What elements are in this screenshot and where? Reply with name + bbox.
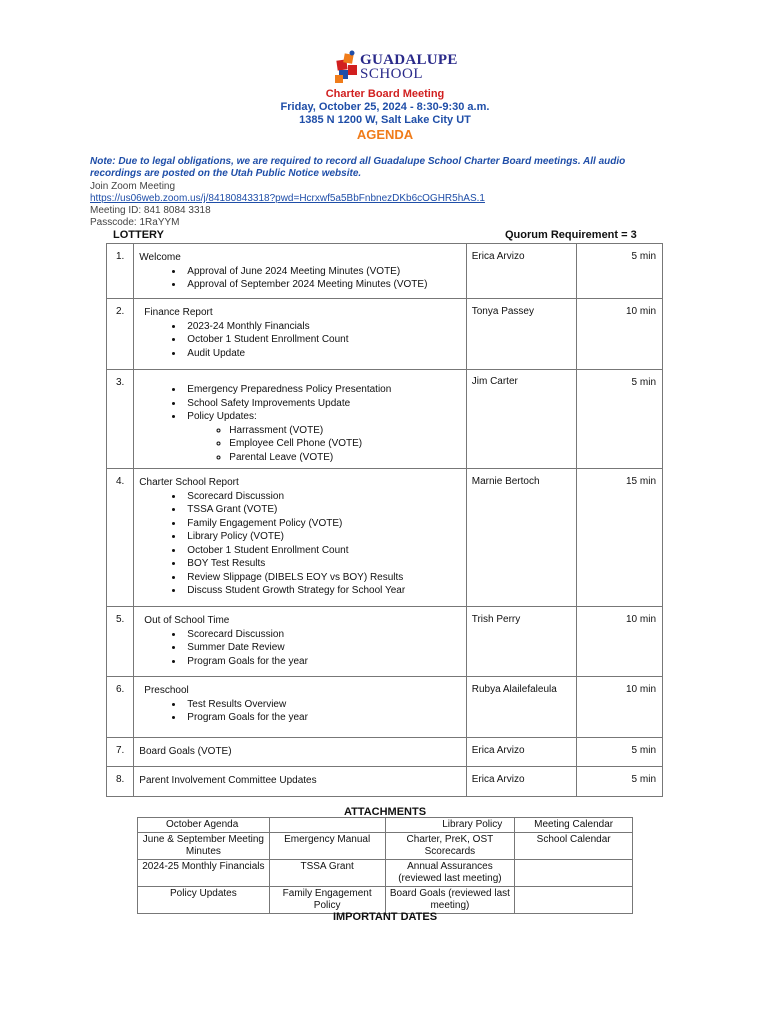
attachment-cell: Meeting Calendar	[515, 818, 633, 833]
agenda-item-number: 1.	[107, 244, 134, 299]
agenda-item-content	[134, 767, 466, 797]
agenda-bullet: • Approval of June 2024 Meeting Minutes (VOTE)	[184, 265, 461, 279]
agenda-sub-bullets	[139, 424, 461, 465]
agenda-item-title: Board Goals (VOTE)	[139, 746, 232, 757]
zoom-join-label: Join Zoom Meeting	[90, 181, 176, 192]
agenda-bullet: • 2023-24 Monthly Financials	[184, 320, 461, 334]
agenda-item-title: Charter School Report	[139, 477, 239, 488]
agenda-bullet: • Discuss Student Growth Strategy for School Year	[184, 584, 461, 598]
attachment-cell: TSSA Grant	[269, 860, 385, 887]
agenda-item-time: 10 min	[576, 607, 662, 677]
agenda-item-number: 7.	[107, 738, 134, 767]
lottery-heading: LOTTERY	[113, 229, 164, 241]
zoom-passcode: Passcode: 1RaYYM	[90, 217, 180, 228]
meeting-title: Charter Board Meeting	[325, 88, 445, 100]
attachment-cell	[515, 887, 633, 914]
agenda-row	[107, 767, 663, 797]
agenda-item-time: 5 min	[576, 370, 662, 469]
agenda-bullet: • Review Slippage (DIBELS EOY vs BOY) Results	[184, 571, 461, 585]
agenda-item-content	[134, 244, 466, 299]
attachment-cell: Library Policy	[385, 818, 515, 833]
agenda-item-presenter: Jim Carter	[466, 370, 576, 469]
agenda-item-content	[134, 607, 466, 677]
attachments-heading: ATTACHMENTS	[343, 806, 427, 818]
agenda-sub-bullet: ◦ Harrassment (VOTE)	[229, 424, 461, 438]
agenda-row	[107, 738, 663, 767]
agenda-bullet: • Summer Date Review	[184, 641, 461, 655]
agenda-bullet: • Scorecard Discussion	[184, 628, 461, 642]
agenda-item-number: 2.	[107, 299, 134, 370]
agenda-item-number: 8.	[107, 767, 134, 797]
agenda-row	[107, 607, 663, 677]
recording-note: Note: Due to legal obligations, we are required to record all Guadalupe School Charter Board meetings. All audio recordings are posted on the Utah Public Notice website.	[90, 156, 626, 179]
attachment-cell: School Calendar	[515, 833, 633, 860]
attachment-cell: October Agenda	[138, 818, 270, 833]
logo-text-bottom: SCHOOL	[360, 66, 424, 82]
agenda-bullet: • School Safety Improvements Update	[184, 397, 461, 411]
attachment-cell: Family Engagement Policy	[269, 887, 385, 914]
agenda-item-time: 5 min	[576, 767, 662, 797]
agenda-sub-bullet: ◦ Employee Cell Phone (VOTE)	[229, 437, 461, 451]
agenda-item-time: 10 min	[576, 677, 662, 738]
important-dates-heading: IMPORTANT DATES	[332, 911, 438, 923]
agenda-row	[107, 299, 663, 370]
attachment-cell: June & September Meeting Minutes	[138, 833, 270, 860]
agenda-item-presenter: Marnie Bertoch	[466, 469, 576, 607]
agenda-item-bullets	[139, 383, 461, 424]
agenda-bullet: • Scorecard Discussion	[184, 490, 461, 504]
agenda-item-bullets	[139, 265, 461, 292]
agenda-bullet: • BOY Test Results	[184, 557, 461, 571]
zoom-meeting-id: Meeting ID: 841 8084 3318	[90, 205, 211, 216]
attachments-row	[138, 860, 633, 887]
agenda-item-title: Parent Involvement Committee Updates	[139, 775, 317, 786]
agenda-bullet: • Family Engagement Policy (VOTE)	[184, 517, 461, 531]
agenda-sub-bullet: ◦ Parental Leave (VOTE)	[229, 451, 461, 465]
agenda-item-bullets	[139, 490, 461, 598]
agenda-item-presenter: Erica Arvizo	[466, 767, 576, 797]
attachment-cell: Charter, PreK, OST Scorecards	[385, 833, 515, 860]
agenda-item-number: 6.	[107, 677, 134, 738]
agenda-item-content	[134, 370, 466, 469]
agenda-bullet: • TSSA Grant (VOTE)	[184, 503, 461, 517]
agenda-item-content	[134, 469, 466, 607]
attachments-row	[138, 887, 633, 914]
attachment-cell: Policy Updates	[138, 887, 270, 914]
agenda-item-title: Preschool	[144, 685, 189, 696]
agenda-bullet: • Test Results Overview	[184, 698, 461, 712]
agenda-item-time: 10 min	[576, 299, 662, 370]
agenda-bullet: • Library Policy (VOTE)	[184, 530, 461, 544]
agenda-bullet: • Program Goals for the year	[184, 655, 461, 669]
agenda-bullet: • Audit Update	[184, 347, 461, 361]
agenda-item-bullets	[139, 628, 461, 669]
agenda-bullet: • Emergency Preparedness Policy Presentation	[184, 383, 461, 397]
agenda-item-content	[134, 677, 466, 738]
logo-text-top: GUADALUPE	[360, 52, 458, 68]
agenda-item-presenter: Trish Perry	[466, 607, 576, 677]
agenda-item-bullets	[139, 698, 461, 725]
agenda-table	[106, 243, 663, 797]
quorum-requirement: Quorum Requirement = 3	[505, 229, 637, 241]
agenda-item-number: 5.	[107, 607, 134, 677]
agenda-bullet: • October 1 Student Enrollment Count	[184, 544, 461, 558]
agenda-item-bullets	[139, 320, 461, 361]
zoom-link[interactable]: https://us06web.zoom.us/j/84180843318?pwd=Hcrxwf5a5BbFnbnezDKb6cOGHR5hAS.1	[90, 193, 485, 204]
agenda-bullet: • Program Goals for the year	[184, 711, 461, 725]
agenda-row	[107, 244, 663, 299]
attachment-cell: Emergency Manual	[269, 833, 385, 860]
agenda-item-number: 3.	[107, 370, 134, 469]
attachment-cell: Board Goals (reviewed last meeting)	[385, 887, 515, 914]
agenda-row	[107, 370, 663, 469]
attachments-row	[138, 833, 633, 860]
attachment-cell: Annual Assurances (reviewed last meeting)	[385, 860, 515, 887]
agenda-bullet: • Policy Updates:	[184, 410, 461, 424]
agenda-row	[107, 677, 663, 738]
agenda-item-presenter: Tonya Passey	[466, 299, 576, 370]
agenda-bullet: • Approval of September 2024 Meeting Minutes (VOTE)	[184, 278, 461, 292]
attachment-cell	[515, 860, 633, 887]
agenda-heading: AGENDA	[356, 127, 414, 142]
attachments-row	[138, 818, 633, 833]
agenda-item-title: Out of School Time	[144, 615, 230, 626]
agenda-item-title: Finance Report	[144, 307, 213, 318]
agenda-item-time: 15 min	[576, 469, 662, 607]
agenda-row	[107, 469, 663, 607]
attachment-cell: 2024-25 Monthly Financials	[138, 860, 270, 887]
agenda-item-content	[134, 299, 466, 370]
agenda-item-number: 4.	[107, 469, 134, 607]
agenda-item-presenter: Erica Arvizo	[466, 244, 576, 299]
agenda-item-presenter: Erica Arvizo	[466, 738, 576, 767]
agenda-item-presenter: Rubya Alailefaleula	[466, 677, 576, 738]
agenda-item-time: 5 min	[576, 738, 662, 767]
attachment-cell	[269, 818, 385, 833]
agenda-item-time: 5 min	[576, 244, 662, 299]
meeting-datetime: Friday, October 25, 2024 - 8:30-9:30 a.m.	[280, 101, 490, 113]
agenda-item-title: Welcome	[139, 252, 181, 263]
agenda-item-content	[134, 738, 466, 767]
attachments-table	[137, 817, 633, 914]
meeting-address: 1385 N 1200 W, Salt Lake City UT	[299, 114, 471, 126]
agenda-bullet: • October 1 Student Enrollment Count	[184, 333, 461, 347]
